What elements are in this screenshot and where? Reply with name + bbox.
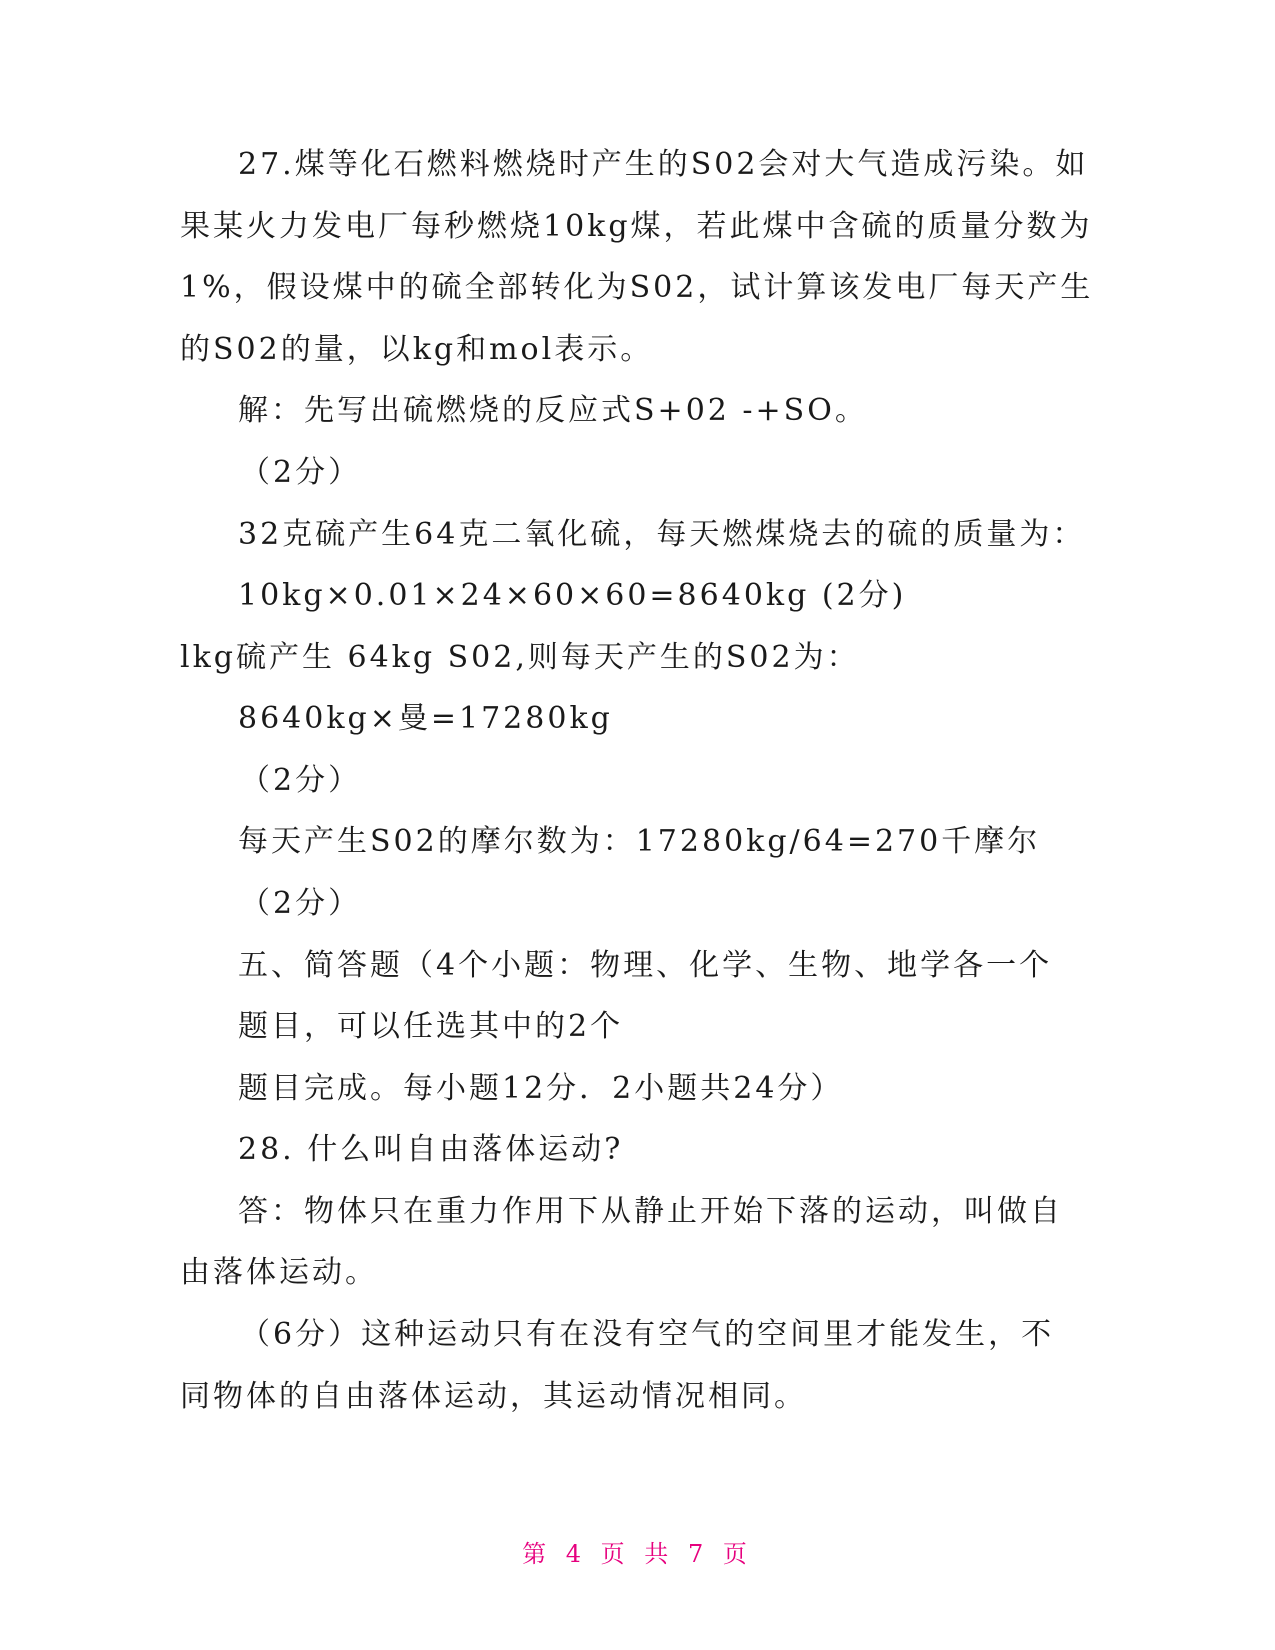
text-line: 10kg×0.01×24×60×60=8640kg (2分) xyxy=(238,578,907,613)
text-line: 答：物体只在重力作用下从静止开始下落的运动，叫做自 xyxy=(238,1194,1063,1229)
text-line: 题目，可以任选其中的2个 xyxy=(238,1009,624,1044)
text-line: 27.煤等化石燃料燃烧时产生的S02会对大气造成污染。如 xyxy=(238,147,1089,182)
text-line: 五、简答题（4个小题：物理、化学、生物、地学各一个 xyxy=(238,948,1053,983)
text-line: 32克硫产生64克二氧化硫，每天燃煤烧去的硫的质量为： xyxy=(238,517,1086,552)
text-line: 解：先写出硫燃烧的反应式S+02 -+SO。 xyxy=(238,393,868,428)
text-line: 1%，假设煤中的硫全部转化为S02，试计算该发电厂每天产生 xyxy=(180,270,1094,305)
text-line: 题目完成。每小题12分．2小题共24分） xyxy=(238,1071,844,1106)
text-line: 果某火力发电厂每秒燃烧10kg煤，若此煤中含硫的质量分数为 xyxy=(180,209,1093,244)
page-footer: 第 4 页 共 7 页 xyxy=(522,1540,753,1568)
text-line: （2分） xyxy=(240,455,362,490)
text-line: 的S02的量，以kg和mol表示。 xyxy=(180,332,654,367)
text-line: 由落体运动。 xyxy=(180,1255,378,1290)
text-line: （2分） xyxy=(240,763,362,798)
text-line: lkg硫产生 64kg S02,则每天产生的S02为： xyxy=(180,640,860,675)
text-line: 28. 什么叫自由落体运动? xyxy=(238,1132,624,1167)
text-line: （6分）这种运动只有在没有空气的空间里才能发生，不 xyxy=(240,1317,1055,1352)
text-line: 8640kg×曼=17280kg xyxy=(238,701,613,736)
text-line: 同物体的自由落体运动，其运动情况相同。 xyxy=(180,1379,807,1414)
text-line: 每天产生S02的摩尔数为：17280kg/64=270千摩尔 xyxy=(238,824,1041,859)
text-line: （2分） xyxy=(240,886,362,921)
